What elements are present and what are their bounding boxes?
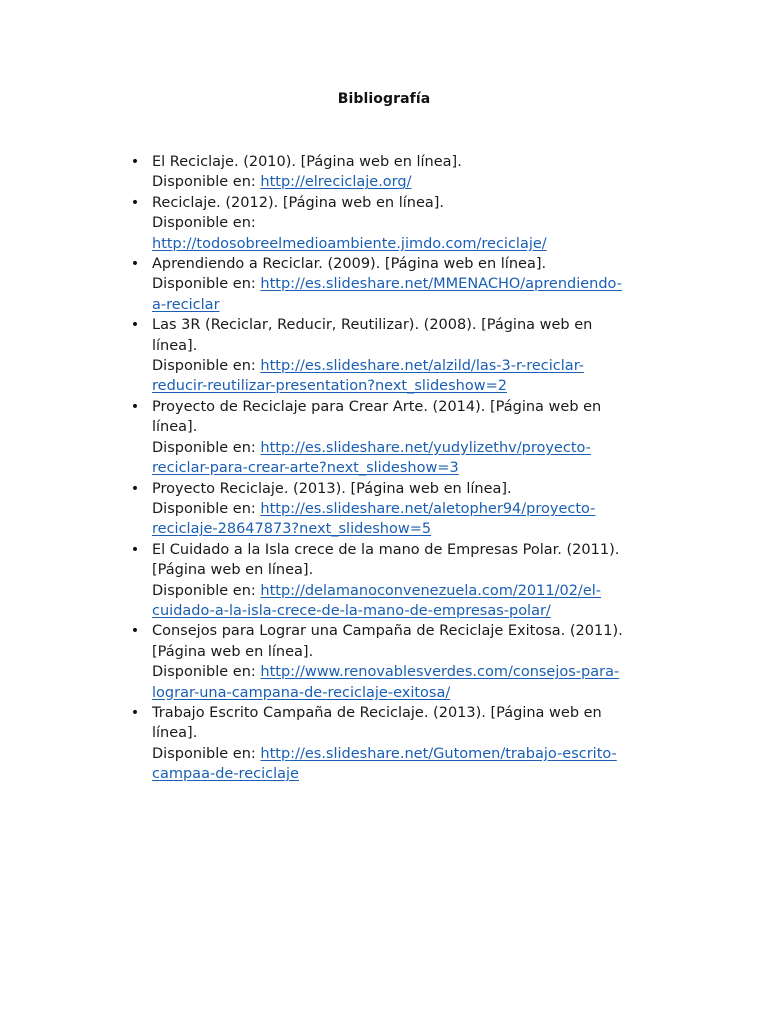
entry-citation: Reciclaje. (2012). [Página web en línea]. xyxy=(152,194,445,211)
entry-link[interactable]: reducir-reutilizar-presentation?next_slideshow=2 xyxy=(152,378,507,395)
entry-link-continuation xyxy=(152,376,658,396)
entry-citation-continuation: [Página web en línea]. xyxy=(152,643,314,660)
list-item xyxy=(130,193,658,254)
entry-link[interactable]: lograr-una-campana-de-reciclaje-exitosa/ xyxy=(152,684,451,701)
list-item xyxy=(130,315,658,397)
entry-citation: El Reciclaje. (2010). [Página web en línea]. xyxy=(152,154,462,170)
available-label: Disponible en: xyxy=(152,745,261,762)
available-label: Disponible en: xyxy=(152,500,261,517)
entry-link[interactable]: reciclaje-28647873?next_slideshow=5 xyxy=(152,521,432,538)
list-item xyxy=(130,152,658,193)
entry-citation: Las 3R (Reciclar, Reducir, Reutilizar). (2008). [Página web en xyxy=(152,317,593,334)
entry-availability xyxy=(152,499,658,519)
entry-citation-continuation: línea]. xyxy=(152,337,198,354)
bullet-icon: • xyxy=(130,194,140,211)
entry-link[interactable]: http://todosobreelmedioambiente.jimdo.com/reciclaje/ xyxy=(152,235,547,252)
entry-citation: El Cuidado a la Isla crece de la mano de Empresas Polar. (2011). xyxy=(152,541,620,558)
entry-availability xyxy=(152,744,658,764)
list-item xyxy=(130,397,658,479)
bibliography-list xyxy=(130,152,658,785)
bullet-icon: • xyxy=(130,398,140,415)
available-label: Disponible en: xyxy=(152,582,261,599)
entry-availability xyxy=(152,662,658,682)
entry-link[interactable]: a-reciclar xyxy=(152,296,220,313)
entry-link-continuation xyxy=(152,683,658,703)
available-label: Disponible en: xyxy=(152,358,261,375)
entry-link-continuation xyxy=(152,601,658,621)
entry-link[interactable]: http://es.slideshare.net/yudylizethv/proyecto- xyxy=(260,439,591,456)
entry-link[interactable]: http://es.slideshare.net/MMENACHO/aprendiendo- xyxy=(260,276,622,293)
entry-link[interactable]: campaa-de-reciclaje xyxy=(152,766,299,783)
list-item xyxy=(130,540,658,622)
list-item xyxy=(130,621,658,703)
entry-link-continuation xyxy=(152,458,658,478)
bullet-icon: • xyxy=(130,704,140,721)
available-label: Disponible en: xyxy=(152,276,261,293)
bullet-icon: • xyxy=(130,541,140,558)
available-label: Disponible en: xyxy=(152,664,261,681)
entry-link-continuation xyxy=(152,764,658,784)
entry-citation-continuation: línea]. xyxy=(152,419,198,436)
entry-citation-continuation: línea]. xyxy=(152,725,198,742)
entry-availability xyxy=(152,438,658,458)
entry-citation: Trabajo Escrito Campaña de Reciclaje. (2013). [Página web en xyxy=(152,704,602,721)
entry-link-continuation xyxy=(152,295,658,315)
entry-availability xyxy=(152,581,658,601)
entry-availability xyxy=(152,274,658,294)
available-label: Disponible en: xyxy=(152,174,261,191)
entry-link-continuation xyxy=(152,519,658,539)
entry-citation: Aprendiendo a Reciclar. (2009). [Página web en línea]. xyxy=(152,256,547,273)
list-item xyxy=(130,254,658,315)
bullet-icon: • xyxy=(130,480,140,497)
entry-citation-continuation: [Página web en línea]. xyxy=(152,562,314,579)
bullet-icon: • xyxy=(130,154,140,170)
entry-link[interactable]: http://www.renovablesverdes.com/consejos-para- xyxy=(260,664,620,681)
entry-citation: Proyecto Reciclaje. (2013). [Página web en línea]. xyxy=(152,480,512,497)
entry-link[interactable]: http://es.slideshare.net/aletopher94/proyecto- xyxy=(260,500,596,517)
entry-link[interactable]: reciclar-para-crear-arte?next_slideshow=3 xyxy=(152,460,459,477)
entry-availability xyxy=(152,356,658,376)
entry-availability xyxy=(152,234,658,254)
bullet-icon: • xyxy=(130,623,140,640)
entry-availability xyxy=(152,172,658,192)
entry-link[interactable]: http://elreciclaje.org/ xyxy=(260,174,412,191)
list-item xyxy=(130,479,658,540)
bullet-icon: • xyxy=(130,317,140,334)
entry-citation: Consejos para Lograr una Campaña de Reciclaje Exitosa. (2011). xyxy=(152,623,623,640)
list-item xyxy=(130,703,658,785)
bullet-icon: • xyxy=(130,256,140,273)
available-label: Disponible en: xyxy=(152,215,256,232)
entry-link[interactable]: http://es.slideshare.net/alzild/las-3-r-reciclar- xyxy=(260,358,584,375)
entry-link[interactable]: cuidado-a-la-isla-crece-de-la-mano-de-empresas-polar/ xyxy=(152,602,551,619)
entry-citation: Proyecto de Reciclaje para Crear Arte. (2014). [Página web en xyxy=(152,398,602,415)
page-title: Bibliografía xyxy=(337,91,431,107)
entry-link[interactable]: http://delamanoconvenezuela.com/2011/02/el- xyxy=(260,582,602,599)
available-label: Disponible en: xyxy=(152,439,261,456)
entry-link[interactable]: http://es.slideshare.net/Gutomen/trabajo-escrito- xyxy=(260,745,617,762)
